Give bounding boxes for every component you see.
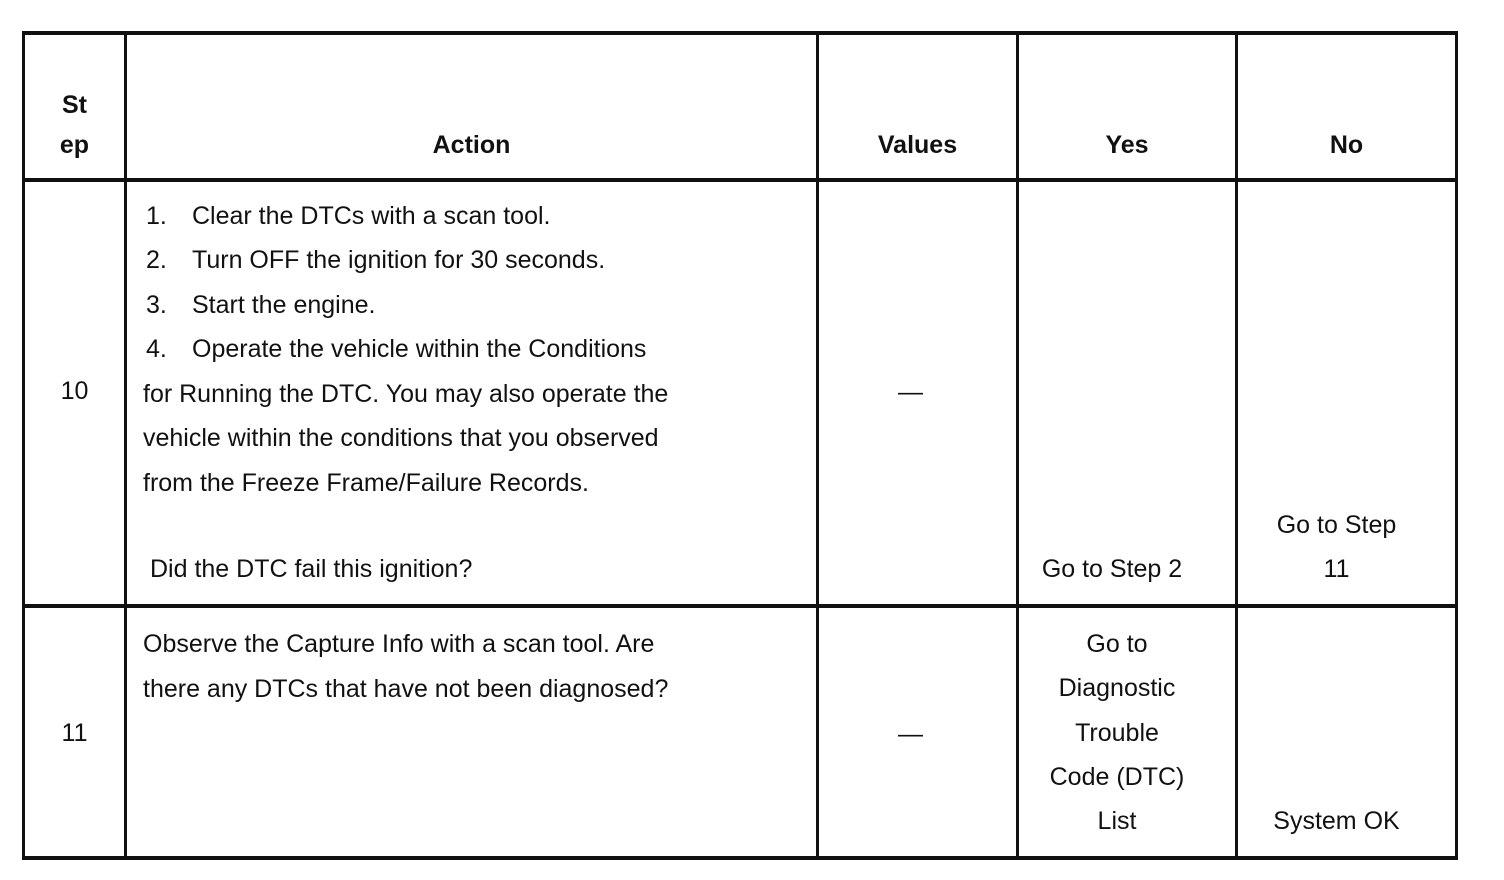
list-item-text: Turn OFF the ignition for 30 seconds.	[192, 246, 606, 274]
list-item-number: 2.	[146, 246, 167, 274]
no-result-line: Go to Step	[1276, 511, 1397, 539]
header-divider	[22, 178, 1458, 182]
diagnostic-table	[22, 31, 1458, 860]
value-dash: —	[898, 378, 923, 406]
yes-result-line: Code (DTC)	[1049, 763, 1185, 791]
list-item	[146, 238, 605, 283]
header-action: Action	[432, 131, 511, 159]
action-continuation-line: for Running the DTC. You may also operate the	[143, 380, 669, 408]
yes-result: Go to Step 2	[1041, 555, 1183, 583]
header-no: No	[1329, 131, 1364, 159]
table-border-right	[1455, 31, 1458, 860]
yes-result-line: Diagnostic	[1058, 674, 1176, 702]
table-border-top	[22, 31, 1458, 35]
action-question: Did the DTC fail this ignition?	[150, 555, 473, 583]
list-item-text: Clear the DTCs with a scan tool.	[192, 202, 551, 230]
list-item	[146, 283, 375, 328]
header-values: Values	[877, 131, 958, 159]
header-step	[25, 85, 124, 165]
table-border-bottom	[22, 856, 1458, 860]
header-step-line1: St	[62, 91, 87, 119]
action-continuation-line: from the Freeze Frame/Failure Records.	[143, 469, 589, 497]
list-item-text: Start the engine.	[192, 291, 376, 319]
header-yes: Yes	[1105, 131, 1149, 159]
step-number: 10	[60, 377, 89, 405]
yes-result-line: Go to	[1086, 630, 1148, 658]
action-line: Observe the Capture Info with a scan tool. Are	[143, 630, 655, 658]
list-item	[146, 327, 646, 372]
no-result-line: 11	[1323, 555, 1350, 583]
action-line: there any DTCs that have not been diagnosed?	[143, 675, 669, 703]
row-divider	[22, 604, 1458, 608]
no-result: System OK	[1273, 807, 1400, 835]
list-item-number: 1.	[146, 202, 167, 230]
header-step-line2: ep	[59, 131, 90, 159]
value-dash: —	[898, 720, 923, 748]
action-continuation-line: vehicle within the conditions that you observed	[143, 424, 659, 452]
step-number: 11	[61, 719, 88, 747]
list-item-number: 4.	[146, 335, 167, 363]
list-item-text: Operate the vehicle within the Conditions	[192, 335, 647, 363]
yes-result-line: List	[1097, 807, 1137, 835]
list-item	[146, 194, 550, 239]
list-item-number: 3.	[146, 291, 167, 319]
yes-result-line: Trouble	[1075, 719, 1159, 747]
